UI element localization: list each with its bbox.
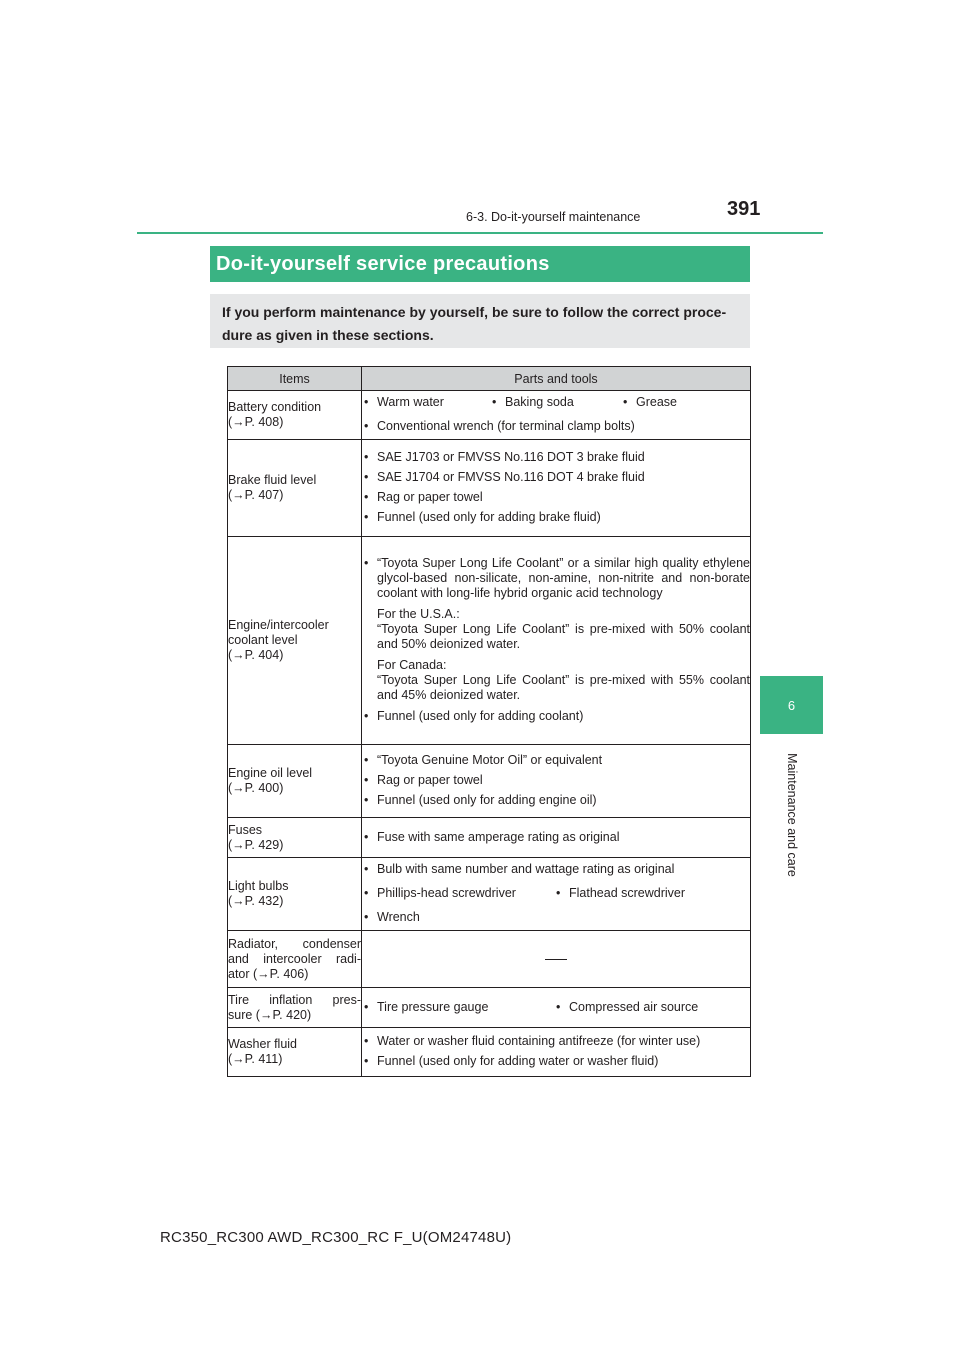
- running-header-section: 6-3. Do-it-yourself maintenance: [466, 210, 641, 224]
- parts-cell: [362, 1028, 751, 1077]
- parts-cell: [362, 858, 751, 931]
- list-item: • Funnel (used only for adding water or washer fluid): [362, 1054, 750, 1069]
- section-title: Do-it-yourself service precautions: [210, 246, 750, 282]
- item-name: Light bulbs: [228, 879, 289, 893]
- item-name-line: coolant level: [228, 633, 298, 647]
- item-cell: [228, 818, 362, 858]
- table-row: [228, 537, 751, 745]
- list-item: • “Toyota Super Long Life Coolant” or a similar high quality ethylene glycol-based non-silicate, non-amine, non-nitrite and non-borate coolant with long-life hybrid organic acid technology: [362, 556, 750, 601]
- item-cell: [228, 440, 362, 537]
- item-ref: (→P. 408): [228, 415, 284, 429]
- item-ref: (→P. 404): [228, 648, 284, 662]
- note-label: For Canada:: [377, 658, 447, 672]
- list-item: • Funnel (used only for adding brake fluid): [362, 510, 750, 525]
- item-cell: [228, 1028, 362, 1077]
- page-number: 391: [727, 198, 761, 220]
- item-ref: (→P. 429): [228, 837, 284, 852]
- note-block: [362, 607, 750, 652]
- item-ref: (→P. 400): [228, 781, 284, 795]
- list-item: • Water or washer fluid containing antifreeze (for winter use): [362, 1034, 750, 1049]
- intro-box: [210, 294, 750, 348]
- parts-cell: [362, 818, 751, 858]
- intro-text: If you perform maintenance by yourself, be sure to follow the correct proce-dure as given in these sections.: [222, 304, 727, 343]
- table-row: [228, 745, 751, 818]
- list-item: • SAE J1703 or FMVSS No.116 DOT 3 brake fluid: [362, 450, 750, 465]
- item-name: Washer fluid: [228, 1037, 298, 1051]
- header-items: Items: [228, 367, 362, 391]
- list-item: • Compressed air source: [554, 1000, 698, 1015]
- item-cell: [228, 858, 362, 931]
- document-code-footer: RC350_RC300 AWD_RC300_RC F_U(OM24748U): [160, 1229, 512, 1246]
- chapter-number: 6: [787, 697, 796, 713]
- note-block: [362, 658, 750, 703]
- list-item: • Warm water: [362, 395, 490, 410]
- table-row: [228, 440, 751, 537]
- item-name: Brake fluid level: [228, 473, 317, 487]
- item-cell: [228, 931, 362, 988]
- table-row: [228, 391, 751, 440]
- list-item: • Funnel (used only for adding coolant): [362, 709, 750, 724]
- table-row: [228, 931, 751, 988]
- list-item: • Flathead screwdriver: [554, 886, 685, 901]
- item-name-line: Engine/intercooler: [228, 618, 329, 632]
- parts-cell: [362, 988, 751, 1028]
- item-cell: [228, 745, 362, 818]
- list-item: • Fuse with same amperage rating as original: [362, 830, 750, 845]
- table-row: [228, 988, 751, 1028]
- list-item: • Grease: [621, 395, 677, 410]
- item-name-line: ator (→P. 406): [228, 966, 309, 981]
- item-ref: (→P. 411): [228, 1052, 283, 1066]
- item-cell: [228, 537, 362, 745]
- item-name-line: and intercooler radi-: [228, 951, 361, 966]
- list-item: • Baking soda: [490, 395, 621, 410]
- note-text: “Toyota Super Long Life Coolant” is pre-mixed with 50% coolant and 50% deionized water.: [377, 622, 750, 651]
- parts-and-tools-table: [227, 366, 751, 1077]
- empty-dash: [545, 959, 567, 960]
- note-text: “Toyota Super Long Life Coolant” is pre-mixed with 55% coolant and 45% deionized water.: [377, 673, 750, 702]
- item-ref: (→P. 407): [228, 488, 284, 502]
- header-parts-and-tools: Parts and tools: [362, 367, 751, 391]
- table-row: [228, 818, 751, 858]
- table-row: [228, 858, 751, 931]
- parts-cell: [362, 537, 751, 745]
- parts-cell: [362, 391, 751, 440]
- item-name: Fuses: [228, 822, 263, 837]
- list-item: • Tire pressure gauge: [362, 1000, 554, 1015]
- item-name-line: Tire inflation pres-: [228, 992, 361, 1007]
- list-item: • Rag or paper towel: [362, 490, 750, 505]
- chapter-label: Maintenance and care: [785, 753, 799, 877]
- parts-cell: [362, 745, 751, 818]
- list-item: • Bulb with same number and wattage rating as original: [362, 862, 750, 877]
- parts-cell: [362, 440, 751, 537]
- chapter-tab: [760, 676, 823, 734]
- table-header-row: [228, 367, 751, 391]
- table-row: [228, 1028, 751, 1077]
- header-divider: [137, 232, 823, 234]
- list-item: • Funnel (used only for adding engine oil): [362, 793, 750, 808]
- item-name: Battery condition: [228, 400, 322, 414]
- item-name: Engine oil level: [228, 766, 313, 780]
- item-name-line: sure (→P. 420): [228, 1007, 312, 1022]
- item-name-line: Radiator, condenser: [228, 936, 361, 951]
- list-item: • Phillips-head screwdriver: [362, 886, 554, 901]
- parts-cell: [362, 931, 751, 988]
- note-label: For the U.S.A.:: [377, 607, 460, 621]
- list-item: • SAE J1704 or FMVSS No.116 DOT 4 brake fluid: [362, 470, 750, 485]
- item-ref: (→P. 432): [228, 894, 284, 908]
- list-item: • Rag or paper towel: [362, 773, 750, 788]
- list-item: • Conventional wrench (for terminal clamp bolts): [362, 419, 750, 434]
- item-cell: [228, 391, 362, 440]
- list-item: • Wrench: [362, 910, 750, 925]
- item-cell: [228, 988, 362, 1028]
- list-item: • “Toyota Genuine Motor Oil” or equivalent: [362, 753, 750, 768]
